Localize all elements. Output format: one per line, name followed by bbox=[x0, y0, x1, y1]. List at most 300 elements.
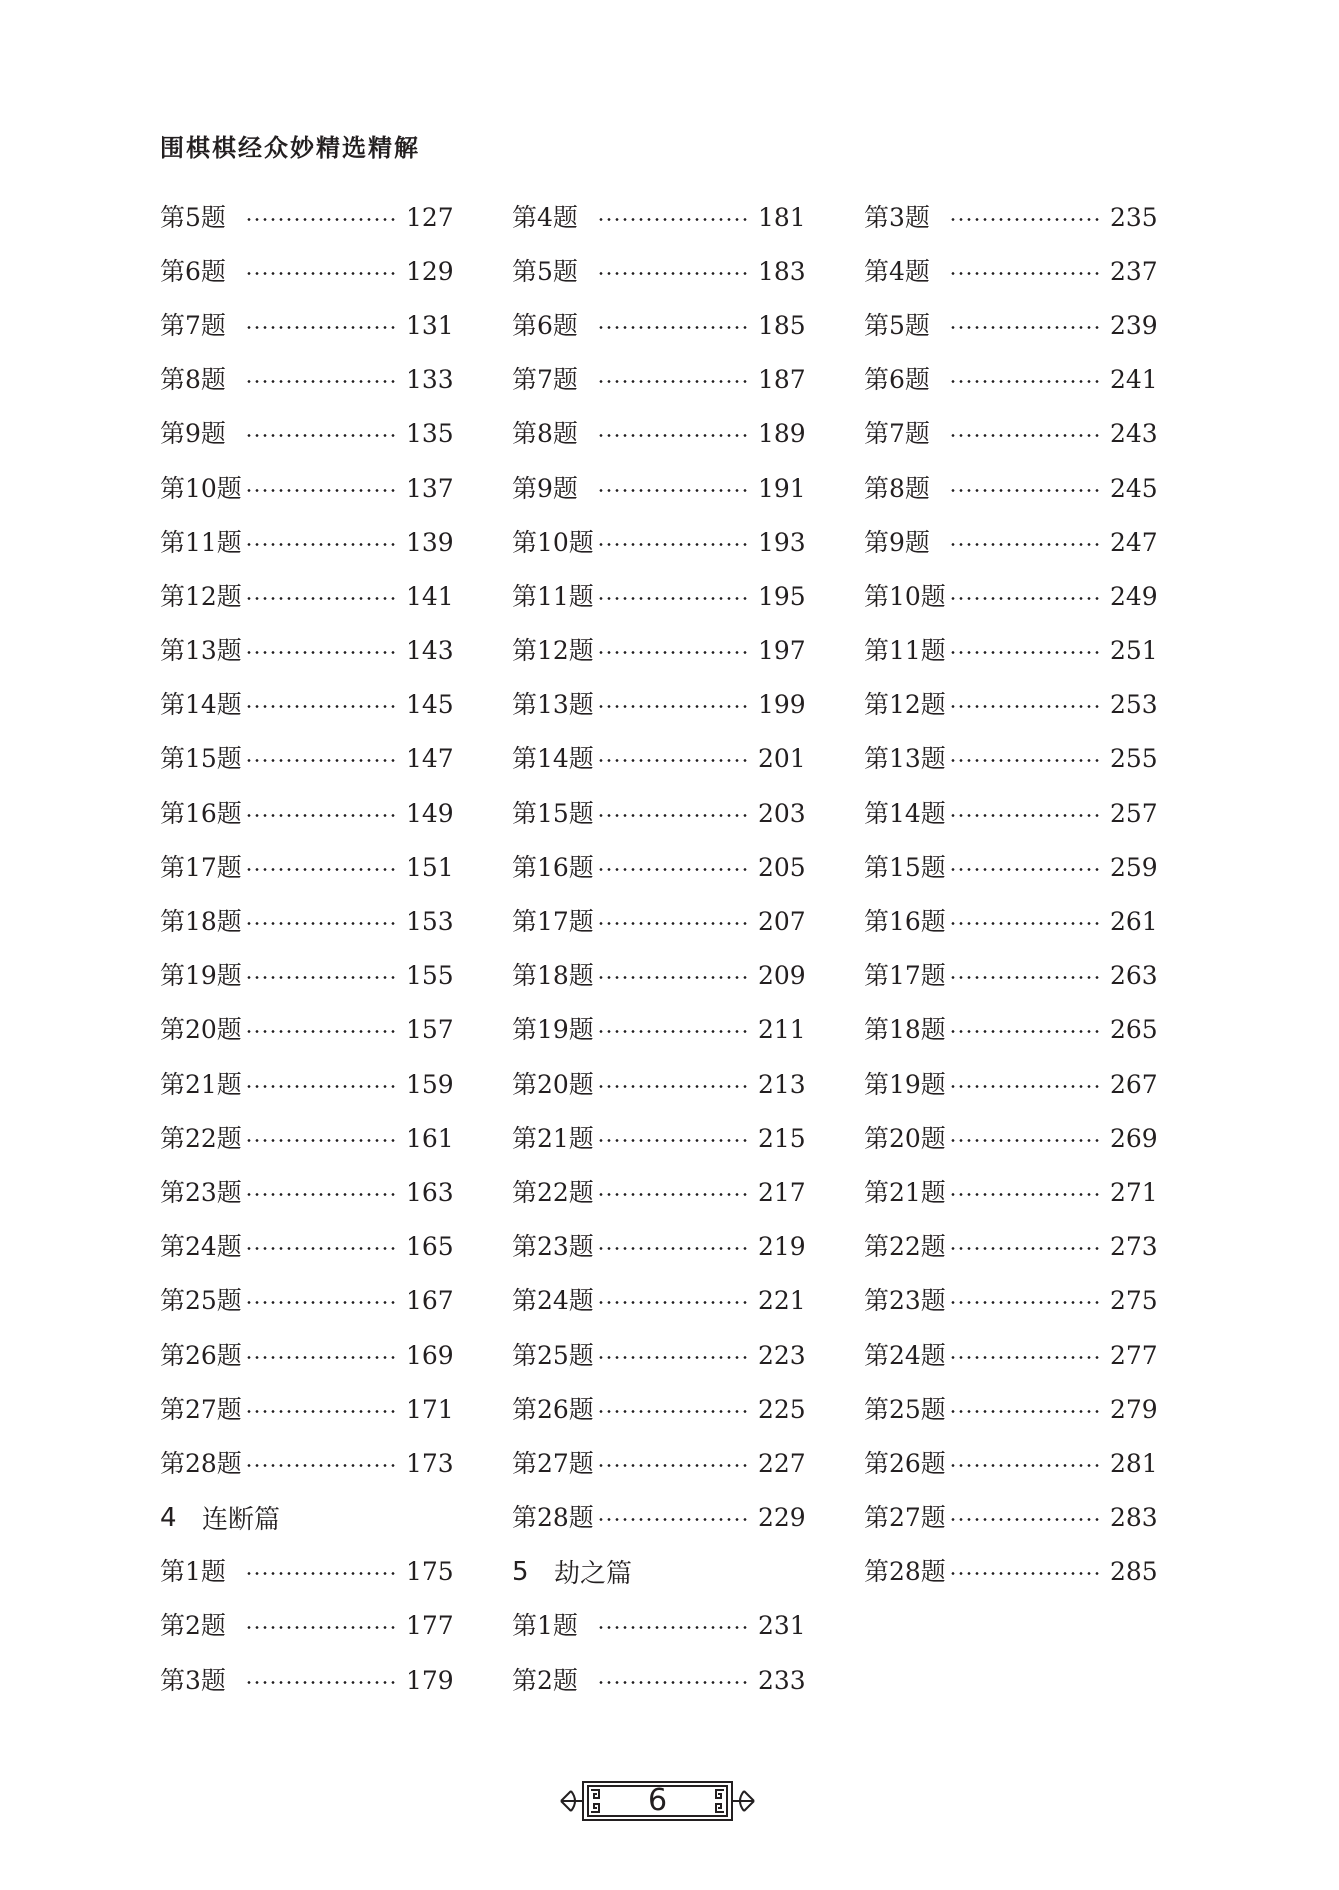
entry-label: 第17题 bbox=[160, 852, 242, 882]
section-number: 4 bbox=[160, 1502, 177, 1533]
entry-label: 第15题 bbox=[864, 852, 946, 882]
entry-page-number: 133 bbox=[406, 365, 454, 395]
dot-leader bbox=[949, 814, 1100, 817]
entry-page-number: 189 bbox=[758, 419, 806, 449]
entry-page-number: 257 bbox=[1110, 798, 1158, 828]
entry-page-number: 195 bbox=[758, 581, 806, 611]
toc-entry bbox=[512, 298, 806, 352]
entry-page-number: 243 bbox=[1110, 419, 1158, 449]
entry-page-number: 255 bbox=[1110, 744, 1158, 774]
entry-page-number: 237 bbox=[1110, 256, 1158, 286]
entry-label: 第28题 bbox=[512, 1503, 594, 1533]
toc-entry bbox=[512, 1653, 806, 1707]
toc-entry bbox=[160, 1545, 454, 1599]
entry-label: 第20题 bbox=[512, 1069, 594, 1099]
entry-label: 第17题 bbox=[864, 961, 946, 991]
entry-page-number: 217 bbox=[758, 1177, 806, 1207]
entry-page-number: 235 bbox=[1110, 202, 1158, 232]
entry-label: 第8题 bbox=[512, 419, 578, 449]
entry-page-number: 269 bbox=[1110, 1123, 1158, 1153]
entry-label: 第11题 bbox=[864, 636, 946, 666]
dot-leader bbox=[949, 272, 1100, 275]
dot-leader bbox=[245, 651, 396, 654]
entry-page-number: 197 bbox=[758, 636, 806, 666]
entry-page-number: 155 bbox=[406, 961, 454, 991]
dot-leader bbox=[597, 272, 748, 275]
entry-page-number: 161 bbox=[406, 1123, 454, 1153]
dot-leader bbox=[949, 380, 1100, 383]
entry-page-number: 233 bbox=[758, 1665, 806, 1695]
entry-label: 第9题 bbox=[512, 473, 578, 503]
toc-entry bbox=[160, 407, 454, 461]
entry-label: 第27题 bbox=[512, 1448, 594, 1478]
entry-label: 第7题 bbox=[512, 365, 578, 395]
entry-page-number: 193 bbox=[758, 527, 806, 557]
entry-label: 第13题 bbox=[512, 690, 594, 720]
entry-label: 第24题 bbox=[160, 1232, 242, 1262]
entry-page-number: 239 bbox=[1110, 310, 1158, 340]
entry-label: 第14题 bbox=[512, 744, 594, 774]
toc-entry bbox=[512, 353, 806, 407]
entry-page-number: 205 bbox=[758, 852, 806, 882]
toc-entry bbox=[160, 732, 454, 786]
toc-entry bbox=[160, 1003, 454, 1057]
dot-leader bbox=[245, 489, 396, 492]
dot-leader bbox=[245, 1030, 396, 1033]
entry-label: 第21题 bbox=[512, 1123, 594, 1153]
entry-page-number: 127 bbox=[406, 202, 454, 232]
entry-label: 第26题 bbox=[160, 1340, 242, 1370]
section-number: 5 bbox=[512, 1556, 529, 1587]
toc-entry bbox=[160, 1328, 454, 1382]
dot-leader bbox=[245, 705, 396, 708]
toc-entry bbox=[160, 894, 454, 948]
toc-entry bbox=[160, 1653, 454, 1707]
toc-entry bbox=[160, 949, 454, 1003]
entry-label: 第17题 bbox=[512, 907, 594, 937]
toc-entry bbox=[512, 190, 806, 244]
entry-page-number: 271 bbox=[1110, 1177, 1158, 1207]
entry-label: 第28题 bbox=[864, 1557, 946, 1587]
toc-entry bbox=[160, 1057, 454, 1111]
toc-entry bbox=[864, 894, 1158, 948]
entry-page-number: 175 bbox=[406, 1557, 454, 1587]
section-title: 连断篇 bbox=[202, 1505, 281, 1536]
entry-page-number: 141 bbox=[406, 581, 454, 611]
dot-leader bbox=[597, 1085, 748, 1088]
toc-entry bbox=[512, 1220, 806, 1274]
toc-entry bbox=[864, 1328, 1158, 1382]
dot-leader bbox=[245, 272, 396, 275]
entry-label: 第22题 bbox=[512, 1177, 594, 1207]
toc-entry bbox=[512, 624, 806, 678]
entry-label: 第4题 bbox=[864, 256, 930, 286]
dot-leader bbox=[245, 380, 396, 383]
toc-entry bbox=[160, 1274, 454, 1328]
toc-entry bbox=[864, 1165, 1158, 1219]
entry-label: 第5题 bbox=[160, 202, 226, 232]
entry-page-number: 187 bbox=[758, 365, 806, 395]
dot-leader bbox=[949, 597, 1100, 600]
dot-leader bbox=[245, 543, 396, 546]
entry-label: 第24题 bbox=[864, 1340, 946, 1370]
toc-entry bbox=[160, 624, 454, 678]
toc-entry bbox=[512, 949, 806, 1003]
toc-column-3 bbox=[864, 190, 1158, 1599]
toc-entry bbox=[864, 624, 1158, 678]
dot-leader bbox=[949, 543, 1100, 546]
toc-entry bbox=[512, 1003, 806, 1057]
entry-label: 第13题 bbox=[864, 744, 946, 774]
entry-label: 第10题 bbox=[160, 473, 242, 503]
entry-page-number: 129 bbox=[406, 256, 454, 286]
toc-entry bbox=[864, 1057, 1158, 1111]
toc-entry bbox=[160, 461, 454, 515]
toc-entry bbox=[512, 786, 806, 840]
entry-label: 第21题 bbox=[864, 1177, 946, 1207]
dot-leader bbox=[597, 1410, 748, 1413]
entry-label: 第12题 bbox=[512, 636, 594, 666]
toc-entry bbox=[160, 298, 454, 352]
toc-entry bbox=[512, 1057, 806, 1111]
toc-entry bbox=[864, 1382, 1158, 1436]
dot-leader bbox=[597, 1626, 748, 1629]
entry-label: 第5题 bbox=[512, 256, 578, 286]
toc-entry bbox=[864, 1003, 1158, 1057]
entry-page-number: 165 bbox=[406, 1232, 454, 1262]
entry-label: 第5题 bbox=[864, 310, 930, 340]
dot-leader bbox=[245, 434, 396, 437]
entry-page-number: 247 bbox=[1110, 527, 1158, 557]
entry-label: 第2题 bbox=[512, 1665, 578, 1695]
entry-page-number: 191 bbox=[758, 473, 806, 503]
entry-label: 第28题 bbox=[160, 1448, 242, 1478]
entry-label: 第16题 bbox=[864, 907, 946, 937]
dot-leader bbox=[597, 868, 748, 871]
toc-entry bbox=[512, 569, 806, 623]
dot-leader bbox=[597, 597, 748, 600]
dot-leader bbox=[949, 868, 1100, 871]
toc-entry bbox=[512, 732, 806, 786]
dot-leader bbox=[949, 1301, 1100, 1304]
entry-page-number: 227 bbox=[758, 1448, 806, 1478]
entry-page-number: 279 bbox=[1110, 1394, 1158, 1424]
dot-leader bbox=[949, 218, 1100, 221]
entry-label: 第2题 bbox=[160, 1611, 226, 1641]
toc-entry bbox=[160, 190, 454, 244]
dot-leader bbox=[949, 1193, 1100, 1196]
toc-entry bbox=[160, 353, 454, 407]
toc-entry bbox=[160, 1165, 454, 1219]
entry-page-number: 131 bbox=[406, 310, 454, 340]
dot-leader bbox=[597, 434, 748, 437]
dot-leader bbox=[245, 1626, 396, 1629]
entry-label: 第12题 bbox=[160, 581, 242, 611]
toc-entry bbox=[160, 244, 454, 298]
section-heading bbox=[160, 1491, 450, 1545]
toc-entry bbox=[864, 1436, 1158, 1490]
dot-leader bbox=[245, 1356, 396, 1359]
entry-page-number: 181 bbox=[758, 202, 806, 232]
entry-page-number: 147 bbox=[406, 744, 454, 774]
dot-leader bbox=[245, 1410, 396, 1413]
toc-entry bbox=[512, 515, 806, 569]
entry-label: 第16题 bbox=[512, 852, 594, 882]
entry-label: 第20题 bbox=[864, 1123, 946, 1153]
dot-leader bbox=[949, 1247, 1100, 1250]
entry-label: 第23题 bbox=[512, 1232, 594, 1262]
dot-leader bbox=[949, 1410, 1100, 1413]
entry-page-number: 149 bbox=[406, 798, 454, 828]
toc-entry bbox=[512, 1274, 806, 1328]
toc-entry bbox=[160, 1599, 454, 1653]
toc-entry bbox=[864, 786, 1158, 840]
dot-leader bbox=[949, 1464, 1100, 1467]
toc-entry bbox=[864, 298, 1158, 352]
toc-entry bbox=[160, 678, 454, 732]
dot-leader bbox=[245, 326, 396, 329]
dot-leader bbox=[949, 976, 1100, 979]
entry-page-number: 245 bbox=[1110, 473, 1158, 503]
toc-entry bbox=[160, 840, 454, 894]
entry-page-number: 225 bbox=[758, 1394, 806, 1424]
entry-label: 第18题 bbox=[864, 1015, 946, 1045]
entry-page-number: 221 bbox=[758, 1286, 806, 1316]
toc-entry bbox=[160, 786, 454, 840]
entry-label: 第25题 bbox=[160, 1286, 242, 1316]
entry-page-number: 139 bbox=[406, 527, 454, 557]
dot-leader bbox=[597, 1681, 748, 1684]
entry-page-number: 267 bbox=[1110, 1069, 1158, 1099]
toc-entry bbox=[512, 1491, 806, 1545]
entry-page-number: 265 bbox=[1110, 1015, 1158, 1045]
dot-leader bbox=[949, 1356, 1100, 1359]
dot-leader bbox=[245, 1193, 396, 1196]
entry-page-number: 277 bbox=[1110, 1340, 1158, 1370]
toc-entry bbox=[160, 515, 454, 569]
entry-label: 第16题 bbox=[160, 798, 242, 828]
entry-label: 第15题 bbox=[512, 798, 594, 828]
entry-page-number: 253 bbox=[1110, 690, 1158, 720]
entry-label: 第22题 bbox=[864, 1232, 946, 1262]
toc-entry bbox=[864, 840, 1158, 894]
entry-label: 第26题 bbox=[864, 1448, 946, 1478]
entry-page-number: 171 bbox=[406, 1394, 454, 1424]
entry-page-number: 213 bbox=[758, 1069, 806, 1099]
entry-page-number: 151 bbox=[406, 852, 454, 882]
entry-label: 第23题 bbox=[864, 1286, 946, 1316]
entry-label: 第1题 bbox=[160, 1557, 226, 1587]
toc-entry bbox=[864, 353, 1158, 407]
toc-entry bbox=[512, 461, 806, 515]
toc-entry bbox=[864, 1220, 1158, 1274]
entry-page-number: 201 bbox=[758, 744, 806, 774]
entry-label: 第8题 bbox=[864, 473, 930, 503]
toc-entry bbox=[512, 244, 806, 298]
dot-leader bbox=[597, 705, 748, 708]
toc-entry bbox=[864, 1111, 1158, 1165]
toc-column-2 bbox=[512, 190, 806, 1707]
entry-label: 第10题 bbox=[512, 527, 594, 557]
entry-page-number: 179 bbox=[406, 1665, 454, 1695]
dot-leader bbox=[949, 1085, 1100, 1088]
toc-entry bbox=[512, 840, 806, 894]
entry-label: 第3题 bbox=[864, 202, 930, 232]
entry-page-number: 223 bbox=[758, 1340, 806, 1370]
toc-entry bbox=[864, 461, 1158, 515]
entry-label: 第21题 bbox=[160, 1069, 242, 1099]
entry-label: 第9题 bbox=[160, 419, 226, 449]
dot-leader bbox=[597, 759, 748, 762]
dot-leader bbox=[245, 814, 396, 817]
toc-entry bbox=[864, 569, 1158, 623]
toc-entry bbox=[512, 1382, 806, 1436]
entry-page-number: 285 bbox=[1110, 1557, 1158, 1587]
entry-label: 第11题 bbox=[512, 581, 594, 611]
dot-leader bbox=[949, 1518, 1100, 1521]
toc-entry bbox=[512, 1111, 806, 1165]
entry-page-number: 249 bbox=[1110, 581, 1158, 611]
entry-label: 第22题 bbox=[160, 1123, 242, 1153]
dot-leader bbox=[597, 651, 748, 654]
entry-page-number: 229 bbox=[758, 1503, 806, 1533]
entry-page-number: 283 bbox=[1110, 1503, 1158, 1533]
entry-page-number: 157 bbox=[406, 1015, 454, 1045]
entry-page-number: 281 bbox=[1110, 1448, 1158, 1478]
entry-label: 第7题 bbox=[864, 419, 930, 449]
toc-entry bbox=[512, 1165, 806, 1219]
toc-entry bbox=[864, 949, 1158, 1003]
dot-leader bbox=[949, 922, 1100, 925]
section-title: 劫之篇 bbox=[554, 1559, 633, 1590]
entry-page-number: 143 bbox=[406, 636, 454, 666]
dot-leader bbox=[597, 380, 748, 383]
entry-label: 第10题 bbox=[864, 581, 946, 611]
dot-leader bbox=[597, 1193, 748, 1196]
dot-leader bbox=[949, 1572, 1100, 1575]
entry-page-number: 163 bbox=[406, 1177, 454, 1207]
entry-page-number: 215 bbox=[758, 1123, 806, 1153]
dot-leader bbox=[245, 1247, 396, 1250]
dot-leader bbox=[597, 1030, 748, 1033]
toc-entry bbox=[864, 678, 1158, 732]
entry-page-number: 219 bbox=[758, 1232, 806, 1262]
dot-leader bbox=[245, 759, 396, 762]
entry-page-number: 231 bbox=[758, 1611, 806, 1641]
entry-label: 第4题 bbox=[512, 202, 578, 232]
entry-page-number: 275 bbox=[1110, 1286, 1158, 1316]
toc-entry bbox=[512, 407, 806, 461]
entry-page-number: 207 bbox=[758, 907, 806, 937]
entry-page-number: 183 bbox=[758, 256, 806, 286]
entry-label: 第7题 bbox=[160, 310, 226, 340]
dot-leader bbox=[597, 489, 748, 492]
dot-leader bbox=[597, 1301, 748, 1304]
entry-page-number: 153 bbox=[406, 907, 454, 937]
toc-entry bbox=[864, 1491, 1158, 1545]
dot-leader bbox=[245, 922, 396, 925]
toc-entry bbox=[160, 569, 454, 623]
page-number: 6 bbox=[647, 1783, 668, 1818]
entry-label: 第14题 bbox=[160, 690, 242, 720]
toc-entry bbox=[864, 515, 1158, 569]
dot-leader bbox=[245, 1085, 396, 1088]
toc-column-1 bbox=[160, 190, 454, 1707]
toc-entry bbox=[160, 1111, 454, 1165]
entry-page-number: 203 bbox=[758, 798, 806, 828]
entry-label: 第27题 bbox=[864, 1503, 946, 1533]
toc-entry bbox=[512, 1328, 806, 1382]
entry-page-number: 177 bbox=[406, 1611, 454, 1641]
entry-label: 第18题 bbox=[160, 907, 242, 937]
dot-leader bbox=[245, 1139, 396, 1142]
dot-leader bbox=[597, 543, 748, 546]
entry-page-number: 261 bbox=[1110, 907, 1158, 937]
toc-entry bbox=[160, 1220, 454, 1274]
running-header: 围棋棋经众妙精选精解 bbox=[160, 134, 420, 162]
dot-leader bbox=[949, 489, 1100, 492]
entry-page-number: 169 bbox=[406, 1340, 454, 1370]
entry-page-number: 241 bbox=[1110, 365, 1158, 395]
entry-label: 第18题 bbox=[512, 961, 594, 991]
entry-page-number: 251 bbox=[1110, 636, 1158, 666]
toc-entry bbox=[864, 190, 1158, 244]
entry-label: 第19题 bbox=[512, 1015, 594, 1045]
dot-leader bbox=[949, 434, 1100, 437]
dot-leader bbox=[597, 1139, 748, 1142]
toc-entry bbox=[160, 1382, 454, 1436]
toc-entry bbox=[864, 244, 1158, 298]
toc-entry bbox=[512, 1599, 806, 1653]
entry-page-number: 159 bbox=[406, 1069, 454, 1099]
entry-page-number: 259 bbox=[1110, 852, 1158, 882]
dot-leader bbox=[597, 922, 748, 925]
dot-leader bbox=[597, 218, 748, 221]
dot-leader bbox=[245, 1464, 396, 1467]
dot-leader bbox=[597, 1464, 748, 1467]
entry-page-number: 185 bbox=[758, 310, 806, 340]
entry-label: 第19题 bbox=[160, 961, 242, 991]
entry-page-number: 167 bbox=[406, 1286, 454, 1316]
entry-page-number: 135 bbox=[406, 419, 454, 449]
dot-leader bbox=[949, 326, 1100, 329]
dot-leader bbox=[245, 597, 396, 600]
toc-entry bbox=[512, 1436, 806, 1490]
dot-leader bbox=[597, 326, 748, 329]
entry-page-number: 211 bbox=[758, 1015, 806, 1045]
entry-label: 第6题 bbox=[864, 365, 930, 395]
toc-entry bbox=[864, 1545, 1158, 1599]
dot-leader bbox=[597, 1247, 748, 1250]
entry-page-number: 199 bbox=[758, 690, 806, 720]
dot-leader bbox=[245, 218, 396, 221]
entry-label: 第13题 bbox=[160, 636, 242, 666]
toc-entry bbox=[512, 678, 806, 732]
dot-leader bbox=[245, 1301, 396, 1304]
toc-entry bbox=[512, 894, 806, 948]
entry-page-number: 137 bbox=[406, 473, 454, 503]
entry-label: 第25题 bbox=[512, 1340, 594, 1370]
entry-label: 第15题 bbox=[160, 744, 242, 774]
dot-leader bbox=[245, 868, 396, 871]
entry-page-number: 273 bbox=[1110, 1232, 1158, 1262]
entry-page-number: 209 bbox=[758, 961, 806, 991]
entry-page-number: 263 bbox=[1110, 961, 1158, 991]
entry-page-number: 145 bbox=[406, 690, 454, 720]
dot-leader bbox=[949, 705, 1100, 708]
toc-entry bbox=[864, 1274, 1158, 1328]
entry-label: 第23题 bbox=[160, 1177, 242, 1207]
